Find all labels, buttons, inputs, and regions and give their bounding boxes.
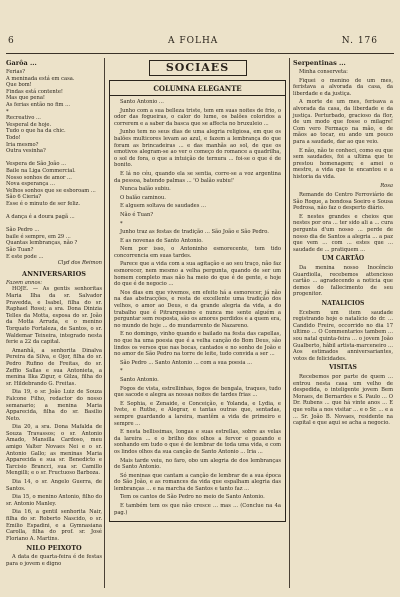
column-paragraph: E Sophia, e Zenaide, e Conceição, e Yolanda, e Lydia, e Ivete, e Ruthe, e Alegrar, e tantas outras que, sentadas, sempre guardando a lareira, mantêm a vida de primeiro e sempre ... (114, 400, 281, 427)
column-paragraph: Santo Antonio ... (120, 99, 164, 105)
poem-line: Iria mesmo? (6, 141, 39, 148)
anniversary-paragraph: Dia 20, a sra. Dona Mafalda de Souza Travassos; o sr. Antonio Amado, Mansilla Cardoso, meu amigo Valter Novaes Nei e o sr. Antonio Gallo; as meninas Maria Apparecida e sua sr. Benedicto e Tarcisio Brancci, sua sr. Camillo Mengilli; e o sr. Fructuoso Barboza. (6, 424, 102, 477)
column-paragraph: Tem os cantos de São Pedro no meio de Santo Antonio. (120, 494, 265, 501)
serpentinas-title: Serpentinas ... (293, 59, 346, 67)
column-paragraph: Junho traz as festas de tradição ... São João e São Pedro. (120, 229, 269, 236)
anniversary-paragraph: HOJE. — As gentis senhoritas Maria Ilha da sr. Salvador Pravedda, e Isabel, filha do sr. Raphael Rossi; a sra. Dona Dinizia Telles da Motta, esposa do sr. João da Motta Arruda, e o menino Torquato Fortaleza, de Santos, o sr. Waldemar Teixeira, integrado nesta ferie a 22 da capital. (6, 286, 102, 346)
anniversary-paragraph: Dia 19, o sr. João Luiz de Souza Falcone Filho, redactor do nosso semanario; a menina Maria Apparecida, filha do sr. Basilio Neto. (6, 389, 102, 422)
poem-line: Esse é o minuto de ser feliz. (6, 200, 81, 207)
column-divider-1 (104, 58, 105, 588)
poem-line: A meninada está em casa. (6, 75, 75, 82)
column-right (293, 58, 393, 429)
header-left: 6 (8, 36, 15, 46)
poem-line: Nosso sonhos de amor ... (6, 174, 72, 181)
header-issue-number: N. 176 (341, 36, 378, 46)
poem-line: Recreativo ... (6, 115, 41, 122)
columna-elegante-title: COLUMNA ELEGANTE (110, 84, 285, 96)
serpentinas-paragraph: E nestes grandes e cheios que nestes por ora ... ter sido ali a ... cura pergunta d'um nosso ... perde de nosso dia de Santos a alegria ... a paz que vem ... com ... estes que ... saudade de ... pratiquem ... (293, 213, 393, 253)
poem-line: Ferias? (6, 69, 26, 75)
columna-elegante-text (114, 99, 281, 516)
poem-line: Velhos sonhos que se esboroam ... (6, 187, 96, 194)
visitas-text: Recebemos por parte de quem ... entrou nesta casa um velho de despedida, o inteligente jovem Bem Moraes, de Bernardes e S. Paulo ... O Dr. Rubens ... que há vinte anos ... E que volta a nos visitar ... e o Sr. ... e a ... Sr. João B. Novaes, residente na capital e que aqui se acha a negocio. (293, 373, 393, 427)
poem-line: baile é sempre, em 29 ... (6, 233, 71, 240)
column-paragraph: Nos dias em que vivemos, em efeito há a esmorecer, já não na das abstracções, e resta de excellente uma tradição dos velhos, o amor ao Deus, e da grande alegria da vida, a do trabalho que é Pitrarquesino e nunca me sente alguém a perguntar sem resposta, são os amores perdidos e a quem era, no mundo de hoje ... do mundarrento de Nazareno. (114, 289, 281, 329)
column-paragraph: E no domingo, vinho quando e bailado na festa das capellas, no que ha uma poesia que é a velha canção do Bom Deus, são lindos os versos que nas bocas, cantados e no sonho de João e no amor de São Pedro na torre de leite, tudo convida a ser ... (114, 331, 281, 358)
column-paragraph: Parece que a vida com a sua agitação e ao seu traço, não faz esmorecer, nem mesmo a velha pergunta, quando de ser um homem completo mas não ha meio do que é de gente, e hoje do que é de negocio ... (114, 261, 281, 288)
column-paragraph: Nem por isso, o Antoninho esmorecente, tem tido concorrencia em suas tardes. (114, 246, 281, 259)
nilo-title: NILO PEIXOTO (26, 544, 82, 553)
page-header (8, 36, 392, 50)
poem-line: A dança é a doura pagã ... (6, 214, 75, 221)
column-paragraph: O balão caminou. (120, 194, 166, 201)
serpentinas-paragraph: A morte de um mes, ferisava a alvorada da casa, da liberdade e da justiça. Perturbado, gracioso da flor, de um modo que fosse o milagre! Com vero Fermaço na mão, e de mãos ao tocar, eu ando um pouco para a saudade, dar ao que veio. (293, 99, 393, 145)
column-paragraph: São Pedro ... Santo Antonio ... com a sua poesia ... (120, 359, 253, 366)
anniversary-paragraph: Amanhã, a senhorita Dinalva Pereira da Silva, e Ojor, filha do sr. Pedro Rufino de Freitas, do sr. Zeffio Sallas e sua Antonieta, a menina Ilka Zigur, e Gilza, filha do sr. Hildebrando G. Freitas. (6, 347, 102, 387)
serpentinas-paragraph: E não, não te conheci, como eu que sem saudades, foi a ultima que te prestou homenagem; e amei o mestre, a vida que te encantou e a historia da vida. (293, 147, 393, 180)
poem-line: Findas está contente! (6, 88, 63, 95)
cartao-text: Da menina nosso Inocêncio Guardiolla, recebemos attencioso cartão ... agradecendo a noticia que demos do fallecimento de seu progenitor. (293, 265, 393, 298)
sociaes-heading: SOCIAES (149, 60, 247, 76)
poem-line: As ferias então no fim ... (6, 101, 71, 108)
column-paragraph: Fogos de vista, estrellinhas, fogos de bengala, traques, tudo que sacode e alegra as nossas noites de tardes frias ... (114, 385, 281, 399)
poem-line: * (6, 108, 9, 115)
column-paragraph: E lá no céu, quando ela se sentia, corre-se a voz argentina da pessoa, batendo palmas ... 'O balão subiu!' (114, 170, 281, 184)
poem-line: Vespera de São João ... (6, 161, 67, 168)
serpentinas-paragraph: Fiquei o menino de um mes, feristava a alvorada da casa, da liberdade e da justiça. (293, 77, 393, 97)
poem-line: Que bom! (6, 82, 32, 89)
poem-line: São Tuan? (6, 247, 34, 254)
poem-line: Nova esperança ... (6, 181, 55, 188)
anniversaries-title: ANNIVERSARIOS (22, 269, 86, 278)
column-paragraph: E alguem soltava de saudades ... (120, 203, 206, 210)
poem-line: E este pode ... (6, 253, 44, 260)
natalicios-title: NATALICIOS (321, 300, 365, 307)
header-title: A FOLHA (168, 36, 219, 46)
poem-line: Tudo o que ha da chic. (6, 128, 66, 135)
column-paragraph: Nunca balão subiu. (120, 186, 171, 193)
column-paragraph: * (120, 220, 123, 227)
visitas-title: VISITAS (329, 364, 357, 372)
natalicios-text: Ecebem um item saudade registrando hoje o natalício do dr. ... Candido Freire, occorrido no dia 17 ultimo ... O Commentarios tambem ... sou natal quinta-feira ... o jovem João Gualberto, hábil artista-marceneiro ... Aos estimados anniversariantes, votos de felicidades. (293, 309, 393, 362)
column-paragraph: Não é Tuan? (120, 211, 154, 218)
column-divider-2 (289, 58, 290, 588)
columna-elegante-box (109, 80, 286, 522)
garoa-signature: Clyd dos Reimon (57, 260, 102, 267)
poem-line: Todo! (6, 134, 21, 141)
serpentinas-text-2 (293, 192, 393, 253)
garoa-title: Garôa ... (6, 59, 37, 67)
header-rule (6, 53, 394, 54)
nilo-text: A data de quarta-feira é de festas para o jovem e digno (6, 554, 102, 567)
poem-line: Vesperal de hoje. (6, 121, 52, 128)
column-paragraph: Mais tarde veiu, no faro, obo um alegria de dos lembranças de Santo Antonio. (114, 457, 281, 471)
poem-line: Outra vesinha? (6, 148, 46, 155)
poem-line: Quantas lembranças, não ? (6, 240, 78, 247)
serpentinas-text (293, 69, 393, 181)
column-paragraph: Junho tem no seus dias de uma alegria religiosa, em que os balões multicores levam ao azul, e fazem a lembrança do que foram as brincadeiras ... e das manhãs ao sol, de que os emotivos alegram-se ao ver o começo do romance a quadrilha, o sol de fora, o que a intuição de ternura ... foi-se o que é de bonito. (114, 129, 281, 169)
serpentinas-paragraph: Remande do Centro Ferroviário de São Roque, a bondosa Soeiro e Sousa Pedrosa, não faz o desperto diário. (293, 192, 393, 212)
garoa-poem (6, 69, 102, 260)
anniversaries-list (6, 286, 102, 542)
column-paragraph: E nesta bellissimas, longas e suas estrellas, sobre as velas da lareira ... e o brilho dos olhos a fervor e gozando e sonhando em tudo o que é de lembrar de toda uma vida, e com os lindos olhos da sua canção de Santo Antonio ... Iria ... (114, 429, 281, 455)
anniversaries-subtitle: Fazem annos: (6, 279, 43, 286)
anniversary-paragraph: Dia 15, o menino Antonio, filho do sr. Antonio Manley. (6, 494, 102, 507)
column-left (6, 58, 102, 570)
poem-line: Baile na Liga Commercial. (6, 167, 76, 174)
poem-line: São Pedro ... (6, 227, 40, 234)
column-paragraph: Junho com a sua belleza triste, tem em suas noites de frio, o odor das fogueiras, o calor do lume, os balões coloridos a correrem e a saber da basca que se affecta no bruxuleio ... (114, 107, 281, 127)
poem-line: Mas que pena! (6, 95, 46, 102)
serpentinas-paragraph: Minha conserveta: (299, 69, 348, 75)
anniversary-paragraph: Dia 16, a gentil senhorita Nair, filha do sr. Roberto Nascido, o sr. Emilio Espadini, e a Gymnasiana Carolla, filha do prof. sr. José Floriano A. Martins. (6, 509, 102, 542)
poem-line: São 6 Cieria? (6, 194, 42, 201)
column-center (109, 58, 286, 522)
column-paragraph: E as novenas de Santo Antonio. (120, 237, 203, 244)
column-paragraph: Só meninas que cantam a canção de lembrar de a sua época do São João, e as romances da vida que espalham alegria das lembranças ... e na marcha de Santos e tanto faz ... (114, 472, 281, 492)
column-paragraph: E também tem os que não cresce ... mas ... (Conclue na 4a pag.) (114, 503, 281, 516)
column-paragraph: * (120, 368, 123, 375)
column-paragraph: Santo Antonio. (120, 376, 159, 383)
cartao-title: UM CARTÃO (321, 255, 365, 263)
anniversary-paragraph: Dia 14, o sr. Angelo Guerra, de Santos. (6, 479, 102, 492)
serpentinas-signature: Rosa (380, 182, 393, 189)
